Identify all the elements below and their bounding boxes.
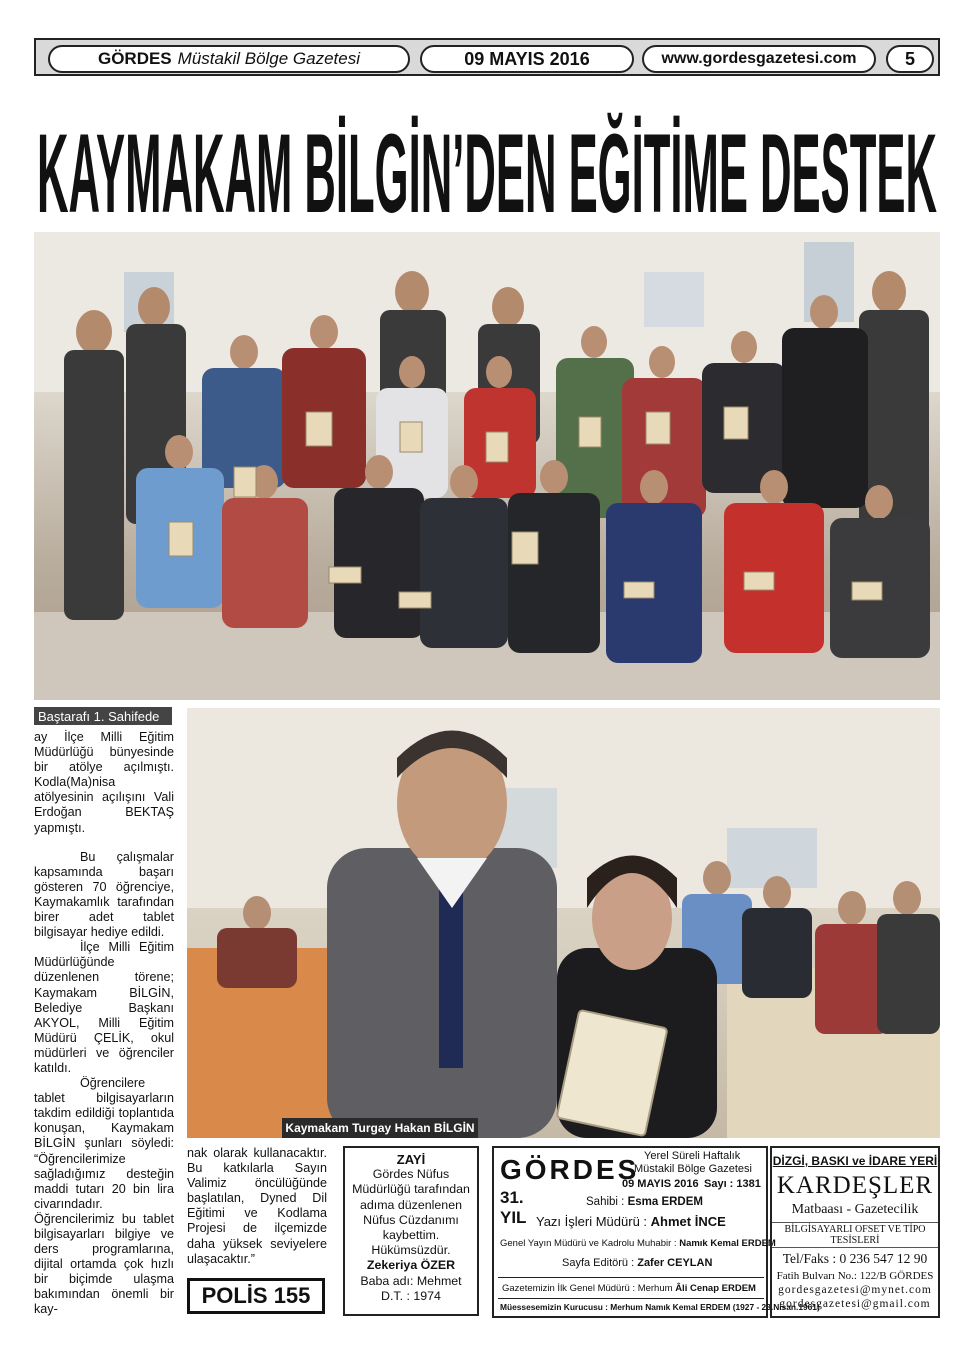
printer-email-2[interactable]: gordesgazetesi@gmail.com <box>779 1298 931 1310</box>
masthead-divider <box>498 1277 764 1278</box>
masthead-first-director-name: Âli Cenap ERDEM <box>675 1283 756 1294</box>
article-paragraph: ay İlçe Milli Eğitim Müdürlüğü bünyesinde bir atölye açılmıştı. Kodla(Ma)nisa atölyesinin açılışını Vali Erdoğan BEKTAŞ yapmıştı. <box>34 730 174 835</box>
masthead-first-director-label: Gazetemizin İlk Genel Müdürü : Merhum <box>502 1283 673 1294</box>
masthead-issue: Sayı : 1381 <box>704 1178 761 1190</box>
kaymakam-photo <box>187 708 940 1138</box>
article-column-middle <box>187 1146 327 1267</box>
masthead-year-number: 31. <box>500 1188 524 1207</box>
lost-notice-name: Zekeriya ÖZER <box>366 1258 456 1273</box>
masthead-editor <box>536 1214 726 1229</box>
masthead-page-editor-label: Sayfa Editörü : <box>562 1257 635 1269</box>
website-link[interactable]: www.gordesgazetesi.com <box>642 45 876 73</box>
printer-address: Fatih Bulvarı No.: 122/B GÖRDES <box>776 1270 934 1282</box>
photo-caption: Kaymakam Turgay Hakan BİLGİN <box>282 1118 478 1138</box>
article-paragraph: Öğrencilere tablet bilgisayarların takdim edildiği toplantıda konuşan, Kaymakam BİLGİN şunları söyledi: “Öğrencilerimize sağladığımız desteğin maddi tutarı 20 bin lira civarındadır. Öğrencilerimiz bu tablet bilgisayarları bilgiye ve ders programlarına, dijital ortamda çok hızlı bir biçimde ulaşma bakımından önemli bir kay- <box>34 1076 174 1317</box>
lost-notice-title: ZAYİ <box>396 1152 426 1167</box>
printer-phone: Tel/Faks : 0 236 547 12 90 <box>782 1251 928 1266</box>
newspaper-brand: GÖRDES <box>97 49 172 68</box>
newspaper-tagline: Müstakil Bölge Gazetesi <box>177 49 361 68</box>
headline-text: KAYMAKAM BİLGİN’DEN EĞİTİME DESTEK <box>37 111 937 228</box>
masthead-editor-name: Ahmet İNCE <box>650 1214 726 1229</box>
article-paragraph: Bu çalışmalar kapsamında başarı gösteren 70 öğrenciye, Kaymakamlık tarafından birer adet tablet bilgisayar hediye edildi. <box>34 849 174 940</box>
masthead-owner <box>586 1196 703 1208</box>
masthead-first-director <box>502 1283 756 1294</box>
lost-notice-father: Baba adı: Mehmet <box>360 1273 462 1288</box>
masthead-chief-label: Genel Yayın Müdürü ve Kadrolu Muhabir : <box>500 1238 677 1249</box>
printer-box <box>770 1146 940 1318</box>
article-column-left <box>34 730 174 1318</box>
issue-date: 09 MAYIS 2016 <box>420 45 634 73</box>
lost-notice-box <box>343 1146 479 1316</box>
masthead-date: 09 MAYIS 2016 <box>622 1178 699 1190</box>
masthead-box <box>492 1146 820 1318</box>
headline <box>34 108 940 228</box>
masthead-chief-name: Namık Kemal ERDEM <box>679 1238 776 1249</box>
page-number: 5 <box>886 45 934 73</box>
masthead-chief <box>500 1238 776 1249</box>
printer-services: BİLGİSAYARLI OFSET VE TİPO TESİSLERİ <box>772 1222 938 1248</box>
masthead-year-word: YIL <box>500 1208 527 1227</box>
police-hotline-box: POLİS 155 <box>187 1278 325 1314</box>
newspaper-name-pill <box>48 45 410 73</box>
masthead-founder: Müessesemizin Kurucusu : Merhum Namık Kemal ERDEM (1927 - 23.Nisan.1961) <box>500 1302 820 1312</box>
group-photo <box>34 232 940 700</box>
masthead-owner-label: Sahibi : <box>586 1196 625 1208</box>
masthead-year <box>500 1188 526 1228</box>
article-paragraph: nak olarak kullanacaktır. Bu katkılarla Sayın Valimiz öncülüğünde başlatılan, Dyned Dil Eğitimi ve Kodlama Projesi de ilçemizde daha yüksek seviyelere ulaşacaktır.” <box>187 1146 327 1266</box>
masthead-owner-name: Esma ERDEM <box>627 1196 703 1208</box>
article-paragraph: İlçe Milli Eğitim Müdürlüğünde düzenlenen törene; Kaymakam BİLGİN, Belediye Başkanı AKYOL, Milli Eğitim Müdürü ÇELİK, okul müdürleri ve öğrenciler katıldı. <box>34 940 174 1075</box>
printer-email-1[interactable]: gordesgazetesi@mynet.com <box>778 1284 932 1296</box>
continued-from-kicker: Baştarafı 1. Sahifede <box>34 707 172 725</box>
printer-heading: DİZGİ, BASKI ve İDARE YERİ <box>772 1154 938 1168</box>
page-header-bar <box>34 38 940 76</box>
printer-name: KARDEŞLER <box>776 1172 934 1199</box>
lost-notice-birth: D.T. : 1974 <box>381 1288 441 1303</box>
lost-notice-body: Gördes Nüfus Müdürlüğü tarafından adıma düzenlenen Nüfus Cüzdanımı kaybettim. Hükümsüzdür. <box>352 1167 470 1258</box>
masthead-brand: GÖRDES <box>500 1154 640 1185</box>
masthead-page-editor-name: Zafer CEYLAN <box>637 1257 713 1269</box>
masthead-editor-label: Yazı İşleri Müdürü : <box>536 1214 648 1229</box>
masthead-divider <box>498 1298 764 1299</box>
masthead-type-1: Yerel Süreli Haftalık <box>644 1150 741 1162</box>
masthead-type-2: Müstakil Bölge Gazetesi <box>634 1163 752 1175</box>
masthead-page-editor <box>562 1257 712 1269</box>
printer-subtitle: Matbaası - Gazetecilik <box>791 1202 919 1217</box>
